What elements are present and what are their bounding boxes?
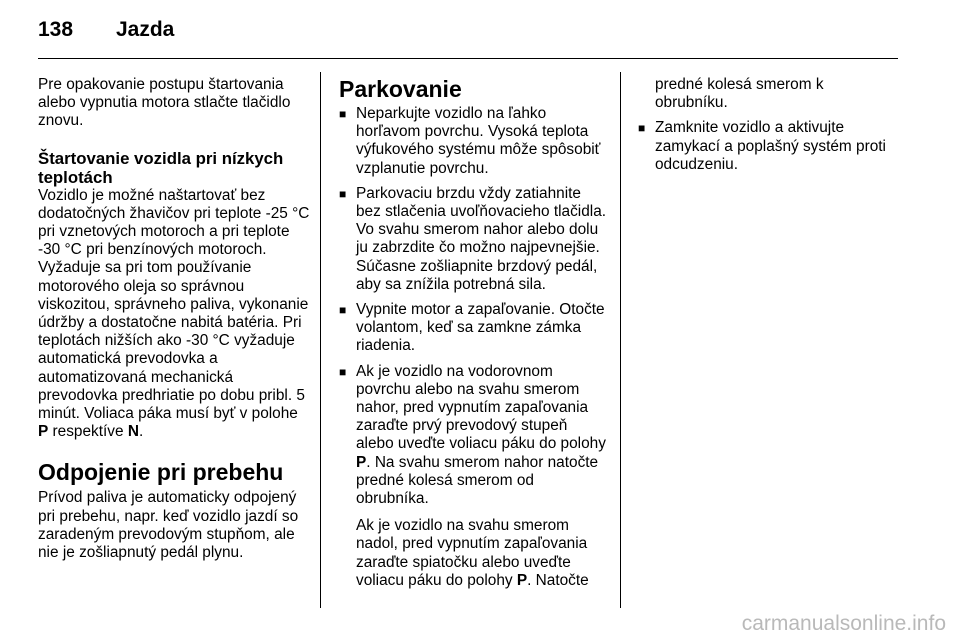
bullet-icon: ■ — [638, 121, 646, 136]
column-2 — [339, 76, 607, 590]
header-divider — [38, 58, 898, 59]
list-item-continuation — [356, 517, 607, 590]
bullet-icon: ■ — [339, 107, 347, 121]
gear-n-label: N — [127, 423, 139, 441]
cold-start-heading: Štartovanie vozidla pri nízkych teplotách — [38, 148, 284, 187]
column-3 — [638, 76, 900, 174]
bullet-icon: ■ — [339, 303, 347, 318]
parking-list — [339, 105, 607, 590]
page-header — [38, 18, 174, 50]
fuel-cutoff-heading: Odpojenie pri prebehu — [38, 459, 284, 486]
gear-p-label: P — [356, 453, 367, 471]
list-item-text-part: Ak je vozidlo na vodorovnom povrchu alebo na svahu smerom nahor, pred vypnutím zapaľovania zaraďte prvý prevodový stupeň alebo uveďte voliacu páku do polohy — [356, 362, 606, 453]
list-item-text — [356, 363, 607, 509]
list-item-text: Zamknite vozidlo a aktivujte zamykací a poplašný systém proti odcudzeniu. — [655, 119, 886, 173]
list-item — [339, 105, 607, 178]
list-item-text: Neparkujte vozidlo na ľahko horľavom povrchu. Vysoká teplota výfukového systému môže spôsobiť vzplanutie povrchu. — [356, 105, 601, 177]
list-item-text: Parkovaciu brzdu vždy zatiahnite bez stlačenia uvoľňovacieho tlačidla. Vo svahu smerom nahor alebo dolu ju zabrzdite čo možno najpevnejšie. Súčasne zošliapnite brzdový pedál, aby sa znížila potrebná sila. — [356, 184, 607, 293]
intro-paragraph: Pre opakovanie postupu štartovania alebo vypnutia motora stlačte tlačidlo znovu. — [38, 76, 291, 130]
bullet-icon: ■ — [339, 364, 347, 379]
chapter-title: Jazda — [116, 18, 175, 41]
column-divider-2 — [620, 72, 621, 608]
gear-p-label: P — [516, 571, 528, 589]
list-item-text: Vypnite motor a zapaľovanie. Otočte volantom, keď sa zamkne zámka riadenia. — [356, 301, 605, 355]
cold-start-paragraph — [38, 187, 310, 442]
continued-text: predné kolesá smerom k obrubníku. — [655, 76, 824, 112]
watermark: carmanualsonline.info — [741, 612, 946, 635]
column-1 — [38, 76, 310, 562]
list-item — [339, 363, 607, 590]
cold-start-end: . — [138, 423, 144, 441]
column-divider-1 — [320, 72, 321, 608]
list-item-text-part: . Natočte — [527, 571, 589, 589]
bullet-icon: ■ — [339, 186, 347, 201]
cold-start-text: Vozidlo je možné naštartovať bez dodatočných žhavičov pri teplote -25 °C pri vznetových motoroch a pri teplote -30 °C pri benzínových motoroch. Vyžaduje sa pri tom používanie motorového oleja so správnou viskozitou, správneho paliva, vykonanie údržby a dostatočne nabitá batéria. Pri teplotách nižších ako -30 °C vyžaduje automatická prevodovka a automatizovaná mechanická prevodovka predhriatie po dobu pribl. 5 minút. Voliaca páka musí byť v polohe — [38, 186, 310, 423]
fuel-cutoff-paragraph: Prívod paliva je automaticky odpojený pri prebehu, napr. keď vozidlo jazdí so zaradeným prevodovým stupňom, ale nie je zošliapnutý pedál plynu. — [38, 489, 299, 562]
list-item — [339, 301, 607, 356]
page-number: 138 — [38, 18, 74, 41]
parking-list-continued — [638, 119, 900, 174]
list-item-text-part: Ak je vozidlo na svahu smerom nadol, pred vypnutím zapaľovania zaraďte spiatočku alebo uveďte voliacu páku do polohy — [356, 517, 588, 589]
gear-p-label: P — [38, 423, 49, 441]
list-item — [638, 119, 900, 174]
parking-heading: Parkovanie — [339, 76, 462, 102]
list-item-text-part: . Na svahu smerom nahor natočte predné kolesá smerom od obrubníka. — [356, 453, 599, 508]
cold-start-mid: respektíve — [48, 423, 128, 441]
list-item — [339, 185, 607, 294]
